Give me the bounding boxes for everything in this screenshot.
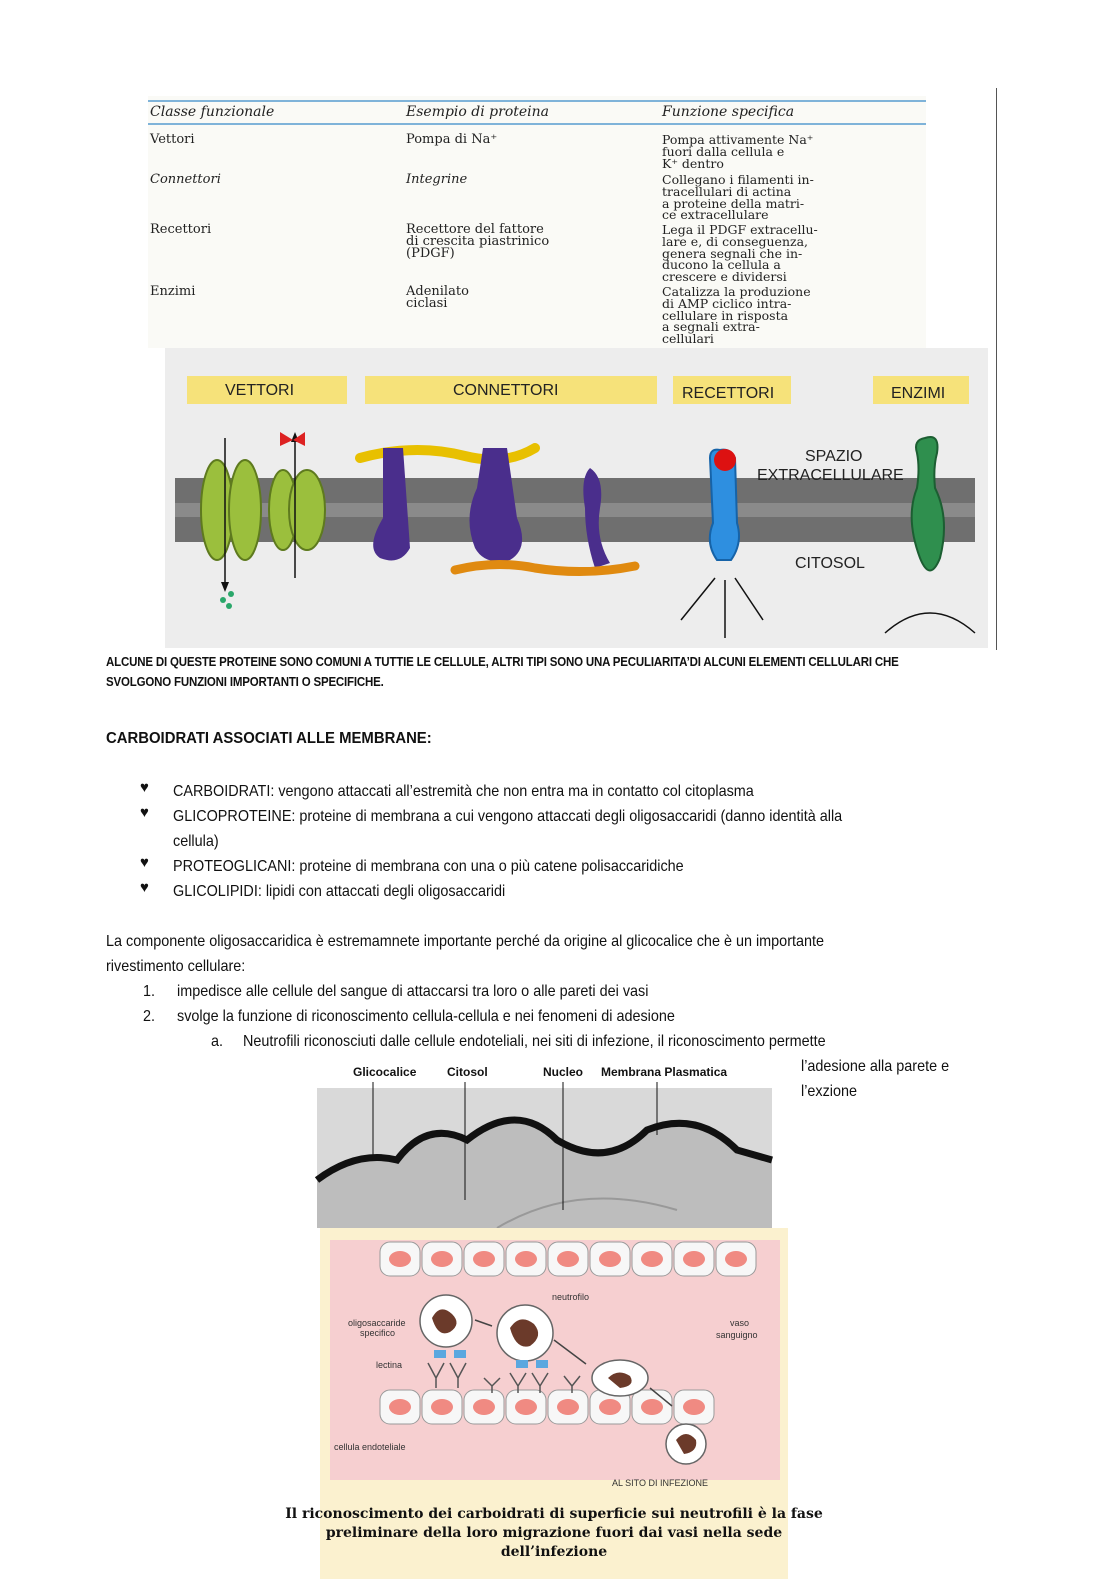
list-number: 1. bbox=[143, 983, 156, 1000]
table-cell: Collegano i filamenti in- tracellulari di actina a proteine della matri- ce extracellulare bbox=[662, 172, 814, 223]
table-cell: Vettori bbox=[150, 132, 195, 147]
endothelial-nucleus bbox=[599, 1399, 621, 1415]
list-item: GLICOLIPIDI: lipidi con attaccati degli oligosaccaridi bbox=[173, 883, 506, 900]
table-header-esempio: Esempio di proteina bbox=[406, 104, 550, 120]
list-item: GLICOPROTEINE: proteine di membrana a cui vengono attaccati degli oligosaccaridi (danno identità alla bbox=[173, 808, 843, 825]
paragraph-line: La componente oligosaccaridica è estremamnete importante perché da origine al glicocalice che è un importante bbox=[106, 933, 825, 950]
label-spazio: SPAZIO bbox=[805, 448, 863, 465]
endothelial-nucleus bbox=[389, 1251, 411, 1267]
caption-line: SVOLGONO FUNZIONI IMPORTANTI O SPECIFICHE. bbox=[106, 675, 384, 689]
label-sito-infezione: AL SITO DI INFEZIONE bbox=[612, 1478, 709, 1488]
label-oligosaccaride: oligosaccaride bbox=[348, 1318, 406, 1328]
endothelial-nucleus bbox=[725, 1251, 747, 1267]
endothelial-nucleus bbox=[557, 1399, 579, 1415]
label-connettori: CONNETTORI bbox=[453, 382, 559, 399]
table-cell: Connettori bbox=[150, 172, 221, 187]
label-sanguigno: sanguigno bbox=[716, 1330, 758, 1340]
endothelial-nucleus bbox=[683, 1251, 705, 1267]
endothelial-nucleus bbox=[431, 1251, 453, 1267]
table-cell: Pompa di Na⁺ bbox=[406, 132, 498, 147]
section-title: CARBOIDRATI ASSOCIATI ALLE MEMBRANE: bbox=[106, 730, 432, 747]
heart-bullet-icon: ♥ bbox=[140, 779, 149, 796]
endothelial-nucleus bbox=[599, 1251, 621, 1267]
label-citosol: CITOSOL bbox=[795, 555, 865, 572]
table-top-rule bbox=[148, 100, 926, 102]
table-cell: Integrine bbox=[406, 172, 468, 187]
label-recettori: RECETTORI bbox=[682, 385, 775, 402]
list-item: impedisce alle cellule del sangue di attaccarsi tra loro o alle pareti dei vasi bbox=[177, 983, 649, 1000]
label-cellula-endoteliale: cellula endoteliale bbox=[334, 1442, 406, 1452]
table-cell: Recettore del fattore di crescita piastrinico (PDGF) bbox=[406, 222, 550, 261]
label-lectina: lectina bbox=[376, 1360, 403, 1370]
label-neutrofilo: neutrofilo bbox=[552, 1292, 590, 1302]
endothelial-nucleus bbox=[431, 1399, 453, 1415]
sub-list-item: Neutrofili riconosciuti dalle cellule endoteliali, nei siti di infezione, il riconoscimento permette bbox=[243, 1033, 826, 1050]
side-text-line: l’adesione alla parete e bbox=[801, 1058, 950, 1075]
list-item: svolge la funzione di riconoscimento cellula-cellula e nei fenomeni di adesione bbox=[177, 1008, 675, 1025]
endothelial-nucleus bbox=[683, 1399, 705, 1415]
side-text-line: l’exzione bbox=[801, 1083, 858, 1100]
heart-bullet-icon: ♥ bbox=[140, 804, 149, 821]
carrier-protein bbox=[229, 460, 261, 560]
page-vertical-rule bbox=[996, 88, 997, 650]
label-enzimi: ENZIMI bbox=[891, 385, 946, 402]
table-cell: Adenilato ciclasi bbox=[406, 284, 469, 311]
pdgf-ligand bbox=[714, 449, 736, 471]
label-vaso: vaso bbox=[730, 1318, 750, 1328]
endothelial-nucleus bbox=[557, 1251, 579, 1267]
endothelial-nucleus bbox=[389, 1399, 411, 1415]
list-item: PROTEOGLICANI: proteine di membrana con una o più catene polisaccaridiche bbox=[173, 858, 684, 875]
endothelial-nucleus bbox=[473, 1399, 495, 1415]
micro-label-glicocalice: Glicocalice bbox=[353, 1065, 417, 1079]
membrane-proteins-figure bbox=[165, 348, 988, 648]
table-cell: Recettori bbox=[150, 222, 212, 237]
caption-line: ALCUNE DI QUESTE PROTEINE SONO COMUNI A TUTTIE LE CELLULE, ALTRI TIPI SONO UNA PECULIARITA’DI ALCUNI ELEMENTI CELLULARI CHE bbox=[106, 655, 899, 669]
list-number: 2. bbox=[143, 1008, 156, 1025]
table-cell: Lega il PDGF extracellu- lare e, di conseguenza, genera segnali che in- ducono la cellula a crescere e dividersi bbox=[662, 222, 818, 285]
heart-bullet-icon: ♥ bbox=[140, 879, 149, 896]
table-header-funzione: Funzione specifica bbox=[662, 104, 795, 120]
protein-class-table bbox=[148, 96, 926, 348]
endothelial-nucleus bbox=[641, 1399, 663, 1415]
table-cell: Catalizza la produzione di AMP ciclico intra- cellulare in risposta a segnali extra- cellulari bbox=[662, 284, 811, 347]
label-extracellulare: EXTRACELLULARE bbox=[757, 467, 904, 484]
micro-label-citosol: Citosol bbox=[447, 1065, 488, 1079]
neuro-caption-line: preliminare della loro migrazione fuori dai vasi nella sede bbox=[325, 1525, 783, 1541]
endothelial-cells-top bbox=[380, 1242, 756, 1276]
micro-label-membrana: Membrana Plasmatica bbox=[601, 1065, 728, 1079]
bullet-list bbox=[140, 779, 1040, 904]
micro-label-nucleo: Nucleo bbox=[543, 1065, 584, 1079]
figure-caption bbox=[106, 652, 925, 692]
label-specifico: specifico bbox=[360, 1328, 396, 1338]
paragraph bbox=[106, 929, 904, 979]
sub-list-letter: a. bbox=[211, 1033, 224, 1050]
neuro-caption-line: Il riconoscimento dei carboidrati di superficie sui neutrofili è la fase bbox=[285, 1506, 823, 1522]
label-vettori: VETTORI bbox=[225, 382, 295, 399]
endothelial-nucleus bbox=[515, 1251, 537, 1267]
endothelial-nucleus bbox=[515, 1399, 537, 1415]
neuro-caption-line: dell’infezione bbox=[500, 1544, 608, 1560]
glycocalyx-micrograph bbox=[317, 1060, 772, 1228]
heart-bullet-icon: ♥ bbox=[140, 854, 149, 871]
table-header-rule bbox=[148, 123, 926, 125]
table-cell: Pompa attivamente Na⁺ fuori dalla cellula e K⁺ dentro bbox=[662, 132, 814, 171]
list-item: CARBOIDRATI: vengono attaccati all’estremità che non entra ma in contatto col citoplasma bbox=[173, 783, 754, 800]
list-item: cellula) bbox=[173, 833, 219, 850]
endothelial-nucleus bbox=[473, 1251, 495, 1267]
table-header-classe: Classe funzionale bbox=[150, 104, 275, 120]
endothelial-nucleus bbox=[641, 1251, 663, 1267]
paragraph-line: rivestimento cellulare: bbox=[106, 958, 246, 975]
neutrophil-recognition-figure bbox=[285, 1228, 823, 1579]
table-cell: Enzimi bbox=[150, 284, 196, 299]
